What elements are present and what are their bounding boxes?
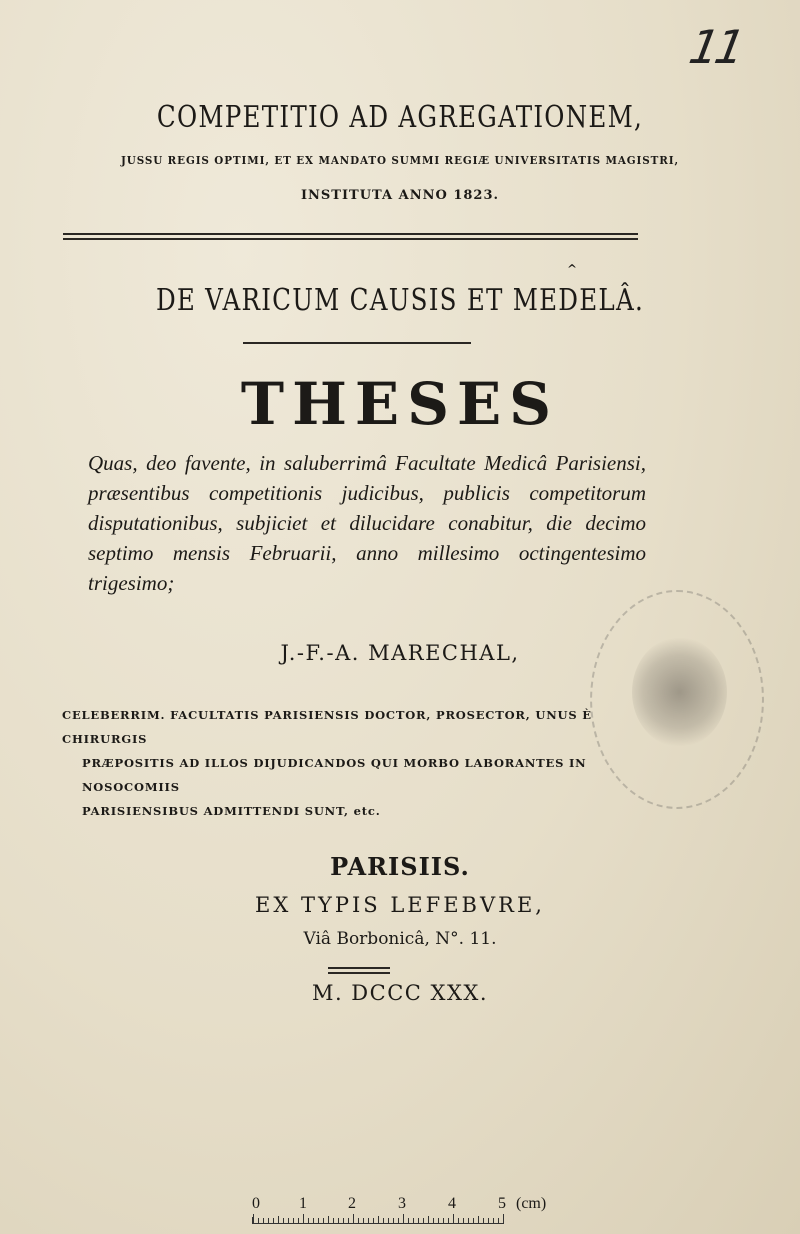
scale-tick <box>393 1218 394 1223</box>
scale-label-1: 1 <box>299 1195 307 1212</box>
scale-tick <box>263 1218 264 1223</box>
scale-tick <box>448 1218 449 1223</box>
scale-tick <box>388 1218 389 1223</box>
theses-paragraph: Quas, deo favente, in saluberrimâ Facultate Medicâ Parisiensi, præsentibus competitionis judicibus, publicis competitorum disputationibus, subjiciet et dilucidare conabitur, die decimo septimo mensis Februarii, anno millesimo octingentesimo trigesimo; <box>88 451 646 595</box>
author-name: J.-F.-A. MARECHAL, <box>280 641 520 665</box>
scale-tick <box>258 1218 259 1223</box>
scale-tick <box>433 1218 434 1223</box>
double-rule-bottom <box>63 238 638 240</box>
scale-tick <box>353 1214 354 1223</box>
scale-tick <box>378 1216 379 1223</box>
scale-tick <box>303 1214 304 1223</box>
scale-label-2: 2 <box>348 1195 356 1212</box>
scale-tick <box>318 1218 319 1223</box>
theses-heading: THESES <box>240 370 560 438</box>
scale-tick <box>458 1218 459 1223</box>
scale-tick <box>423 1218 424 1223</box>
scale-tick <box>328 1216 329 1223</box>
scale-tick <box>333 1218 334 1223</box>
scale-tick <box>298 1218 299 1223</box>
scale-tick <box>338 1218 339 1223</box>
scale-tick <box>308 1218 309 1223</box>
scale-label-0: 0 <box>252 1195 260 1212</box>
scale-tick <box>498 1218 499 1223</box>
accent-mark: ^ <box>567 262 578 276</box>
library-stamp <box>590 590 764 809</box>
short-rule-bottom <box>328 972 390 974</box>
scale-tick <box>488 1218 489 1223</box>
scale-tick <box>428 1216 429 1223</box>
imprint-address: Viâ Borbonicâ, N°. 11. <box>303 929 497 949</box>
scale-tick <box>468 1218 469 1223</box>
scale-tick <box>453 1214 454 1223</box>
scale-tick <box>403 1214 404 1223</box>
scale-tick <box>323 1218 324 1223</box>
scale-tick <box>278 1216 279 1223</box>
author-description <box>62 703 662 823</box>
scale-tick <box>413 1218 414 1223</box>
scale-tick <box>348 1218 349 1223</box>
scale-tick <box>293 1218 294 1223</box>
scale-tick <box>273 1218 274 1223</box>
divider-rule <box>243 342 471 344</box>
author-desc-line-3: PARISIENSIBUS ADMITTENDI SUNT, etc. <box>82 804 381 818</box>
scale-tick <box>368 1218 369 1223</box>
scale-tick <box>463 1218 464 1223</box>
scale-label-3: 3 <box>398 1195 406 1212</box>
scale-label-4: 4 <box>448 1195 456 1212</box>
scale-tick <box>483 1218 484 1223</box>
short-rule-top <box>328 967 390 969</box>
scale-tick <box>398 1218 399 1223</box>
author-desc-line-1: CELEBERRIM. FACULTATIS PARISIENSIS DOCTOR, PROSECTOR, UNUS È CHIRURGIS <box>62 708 592 746</box>
author-desc-line-2: PRÆPOSITIS AD ILLOS DIJUDICANDOS QUI MORBO LABORANTES IN NOSOCOMIIS <box>82 756 587 794</box>
imprint-printer: EX TYPIS LEFEBVRE, <box>255 893 545 917</box>
stamp-ink <box>632 637 727 747</box>
scale-tick <box>373 1218 374 1223</box>
scale-bar <box>252 1217 504 1224</box>
scale-tick <box>443 1218 444 1223</box>
subject-title: DE VARICUM CAUSIS ET MEDELÂ. <box>155 283 645 318</box>
header-subtitle: JUSSU REGIS OPTIMI, ET EX MANDATO SUMMI REGIÆ UNIVERSITATIS MAGISTRI, <box>120 153 679 167</box>
imprint-place: PARISIIS. <box>330 852 470 881</box>
scale-label-5: 5 <box>498 1195 506 1212</box>
scale-tick <box>478 1216 479 1223</box>
scale-unit: (cm) <box>516 1195 547 1212</box>
scale-tick <box>493 1218 494 1223</box>
folio-number: 11 <box>685 20 746 74</box>
scale-tick <box>418 1218 419 1223</box>
scale-tick <box>288 1218 289 1223</box>
scale-tick <box>473 1218 474 1223</box>
scale-tick <box>343 1218 344 1223</box>
scale-tick <box>383 1218 384 1223</box>
scale-tick <box>268 1218 269 1223</box>
header-year-line: INSTITUTA ANNO 1823. <box>300 188 500 203</box>
scale-tick <box>358 1218 359 1223</box>
double-rule-top <box>63 233 638 235</box>
scale-tick <box>363 1218 364 1223</box>
imprint-year: M. DCCC XXX. <box>311 981 489 1005</box>
scale-tick <box>438 1218 439 1223</box>
scale-labels <box>252 1195 552 1215</box>
header-title: COMPETITIO AD AGREGATIONEM, <box>156 100 644 135</box>
scale-tick <box>253 1214 254 1223</box>
scale-tick <box>283 1218 284 1223</box>
scale-tick <box>408 1218 409 1223</box>
scale-tick <box>503 1214 504 1223</box>
scale-tick <box>313 1218 314 1223</box>
